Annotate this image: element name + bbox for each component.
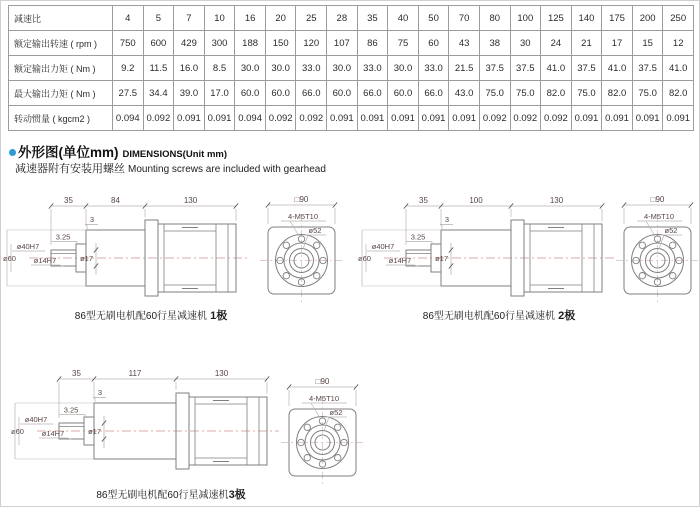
row-label: 额定输出转速 ( rpm ) xyxy=(9,31,113,56)
table-cell: 27.5 xyxy=(113,81,144,106)
table-cell: 40 xyxy=(388,6,419,31)
table-cell: 0.092 xyxy=(479,106,510,131)
mounting-hole xyxy=(670,273,676,279)
dim-step: 3.25 xyxy=(55,232,71,242)
table-cell: 43 xyxy=(449,31,480,56)
table-cell: 0.091 xyxy=(174,106,205,131)
table-cell: 30.0 xyxy=(327,56,358,81)
spec-table xyxy=(8,5,694,131)
table-cell: 0.094 xyxy=(235,106,266,131)
table-cell: 41.0 xyxy=(663,56,694,81)
table-cell: 50 xyxy=(418,6,449,31)
caption-pole: 2极 xyxy=(555,310,576,322)
drawing-caption-3pole xyxy=(71,486,271,502)
side-view-drawing-1pole xyxy=(1,193,266,323)
section-title-cn: 外形图(单位mm) xyxy=(18,145,119,160)
mounting-hole xyxy=(639,273,645,279)
row-label: 减速比 xyxy=(9,6,113,31)
table-cell: 5 xyxy=(143,6,174,31)
section-bullet-icon xyxy=(9,149,16,156)
section-title-en: DIMENSIONS(Unit mm) xyxy=(122,149,227,160)
table-cell: 28 xyxy=(327,6,358,31)
table-cell: 37.5 xyxy=(510,56,541,81)
table-cell: 15 xyxy=(632,31,663,56)
table-cell: 33.0 xyxy=(357,56,388,81)
dim-plate-thickness: 3 xyxy=(97,388,103,397)
label-mounting-screws: 4-M5T10 xyxy=(643,212,675,221)
table-cell: 9.2 xyxy=(113,56,144,81)
table-cell: 38 xyxy=(479,31,510,56)
dim-d14: ø14H7 xyxy=(388,256,412,265)
table-cell: 37.5 xyxy=(632,56,663,81)
table-cell: 0.091 xyxy=(571,106,602,131)
table-cell: 0.091 xyxy=(602,106,633,131)
table-cell: 0.092 xyxy=(265,106,296,131)
table-cell: 120 xyxy=(296,31,327,56)
table-cell: 80 xyxy=(479,6,510,31)
table-cell: 30.0 xyxy=(388,56,419,81)
table-cell: 66.0 xyxy=(418,81,449,106)
dim-d40: ø40H7 xyxy=(371,242,395,251)
table-cell: 100 xyxy=(510,6,541,31)
table-cell: 41.0 xyxy=(541,56,572,81)
dim-d17: ø17 xyxy=(435,254,448,263)
side-view-drawing-2pole xyxy=(356,193,621,323)
table-cell: 41.0 xyxy=(602,56,633,81)
dim-step: 3.25 xyxy=(63,405,79,415)
flange-view-drawing-2pole xyxy=(619,191,699,321)
table-cell: 21.5 xyxy=(449,56,480,81)
table-cell: 150 xyxy=(265,31,296,56)
table-row xyxy=(9,31,694,56)
table-cell: 37.5 xyxy=(571,56,602,81)
table-cell: 0.091 xyxy=(632,106,663,131)
table-cell: 33.0 xyxy=(418,56,449,81)
dim-motor-length: 130 xyxy=(183,196,198,205)
table-cell: 140 xyxy=(571,6,602,31)
dim-d14: ø14H7 xyxy=(41,429,65,438)
dim-motor-length: 130 xyxy=(549,196,564,205)
table-cell: 39.0 xyxy=(174,81,205,106)
table-cell: 429 xyxy=(174,31,205,56)
table-cell: 200 xyxy=(632,6,663,31)
dim-d17: ø17 xyxy=(80,254,93,263)
table-cell: 12 xyxy=(663,31,694,56)
table-cell: 75.0 xyxy=(510,81,541,106)
table-cell: 0.091 xyxy=(663,106,694,131)
table-cell: 75 xyxy=(388,31,419,56)
table-cell: 60.0 xyxy=(265,81,296,106)
table-cell: 8.5 xyxy=(204,56,235,81)
label-bolt-circle: ø52 xyxy=(308,226,322,235)
label-bolt-circle: ø52 xyxy=(664,226,678,235)
table-cell: 60.0 xyxy=(327,81,358,106)
table-cell: 24 xyxy=(541,31,572,56)
side-view-drawing-3pole xyxy=(9,366,291,496)
label-mounting-screws: 4-M5T10 xyxy=(308,394,340,403)
table-cell: 7 xyxy=(174,6,205,31)
table-cell: 75.0 xyxy=(632,81,663,106)
table-cell: 34.4 xyxy=(143,81,174,106)
table-cell: 66.0 xyxy=(357,81,388,106)
table-cell: 10 xyxy=(204,6,235,31)
section-subtitle-cn: 减速器附有安装用螺丝 xyxy=(15,163,125,175)
table-cell: 60.0 xyxy=(388,81,419,106)
table-cell: 75.0 xyxy=(479,81,510,106)
dim-d17: ø17 xyxy=(88,427,101,436)
table-cell: 60 xyxy=(418,31,449,56)
caption-text: 86型无刷电机配60行星减速机 xyxy=(74,311,208,322)
row-label: 转动惯量 ( kgcm2 ) xyxy=(9,106,113,131)
table-cell: 16.0 xyxy=(174,56,205,81)
table-cell: 16 xyxy=(235,6,266,31)
dim-d60: ø60 xyxy=(3,254,16,263)
dim-d40: ø40H7 xyxy=(24,415,48,424)
row-label: 最大输出力矩 ( Nm ) xyxy=(9,81,113,106)
table-cell: 17 xyxy=(602,31,633,56)
table-cell: 30.0 xyxy=(235,56,266,81)
leader-line xyxy=(311,403,320,418)
table-cell: 25 xyxy=(296,6,327,31)
table-cell: 33.0 xyxy=(296,56,327,81)
dim-gearbox-length: 117 xyxy=(128,369,142,378)
table-row xyxy=(9,6,694,31)
mounting-hole xyxy=(335,455,341,461)
table-cell: 37.5 xyxy=(479,56,510,81)
mounting-hole xyxy=(335,424,341,430)
dim-shaft-length: 35 xyxy=(72,369,81,378)
table-cell: 0.092 xyxy=(296,106,327,131)
table-cell: 0.091 xyxy=(327,106,358,131)
flange-view-drawing-1pole xyxy=(263,191,343,321)
table-cell: 66.0 xyxy=(296,81,327,106)
table-cell: 125 xyxy=(541,6,572,31)
drawing-caption-2pole xyxy=(404,307,594,323)
caption-text: 86型无刷电机配60行星减速机 xyxy=(96,490,229,501)
table-cell: 30.0 xyxy=(265,56,296,81)
table-cell: 0.092 xyxy=(510,106,541,131)
dim-motor-length: 130 xyxy=(214,369,229,378)
section-subtitle-en: Mounting screws are included with gearhead xyxy=(128,164,326,175)
table-cell: 4 xyxy=(113,6,144,31)
dim-plate-thickness: 3 xyxy=(444,215,450,224)
dim-shaft-length: 35 xyxy=(419,196,428,205)
table-cell: 35 xyxy=(357,6,388,31)
table-cell: 188 xyxy=(235,31,266,56)
mounting-hole xyxy=(314,273,320,279)
table-cell: 0.091 xyxy=(357,106,388,131)
dim-d40: ø40H7 xyxy=(16,242,40,251)
table-row xyxy=(9,56,694,81)
table-cell: 20 xyxy=(265,6,296,31)
mounting-hole xyxy=(670,242,676,248)
label-mounting-screws: 4-M5T10 xyxy=(287,212,319,221)
dim-shaft-length: 35 xyxy=(64,196,73,205)
leader-line xyxy=(646,221,655,236)
table-cell: 107 xyxy=(327,31,358,56)
leader-line xyxy=(290,221,299,236)
table-row xyxy=(9,106,694,131)
table-cell: 86 xyxy=(357,31,388,56)
table-cell: 82.0 xyxy=(602,81,633,106)
table-row xyxy=(9,81,694,106)
dim-gearbox-length: 84 xyxy=(111,196,120,205)
mounting-hole xyxy=(639,242,645,248)
mounting-hole xyxy=(304,424,310,430)
label-bolt-circle: ø52 xyxy=(329,408,343,417)
table-cell: 70 xyxy=(449,6,480,31)
table-cell: 0.092 xyxy=(541,106,572,131)
table-cell: 600 xyxy=(143,31,174,56)
table-cell: 60.0 xyxy=(235,81,266,106)
caption-text: 86型无刷电机配60行星减速机 xyxy=(422,311,556,322)
table-cell: 0.091 xyxy=(204,106,235,131)
dimensions-section-subtitle xyxy=(15,159,326,177)
dim-plate-thickness: 3 xyxy=(89,215,95,224)
row-label: 额定输出力矩 ( Nm ) xyxy=(9,56,113,81)
dim-square-size: □90 xyxy=(294,195,309,204)
table-cell: 750 xyxy=(113,31,144,56)
dim-gearbox-length: 100 xyxy=(469,196,483,205)
table-cell: 0.091 xyxy=(418,106,449,131)
table-cell: 11.5 xyxy=(143,56,174,81)
table-cell: 30 xyxy=(510,31,541,56)
spec-table-body xyxy=(9,6,694,131)
dim-d60: ø60 xyxy=(358,254,371,263)
dim-d60: ø60 xyxy=(11,427,24,436)
table-cell: 21 xyxy=(571,31,602,56)
dim-d14: ø14H7 xyxy=(33,256,57,265)
mounting-hole xyxy=(283,273,289,279)
mounting-hole xyxy=(304,455,310,461)
table-cell: 82.0 xyxy=(541,81,572,106)
table-cell: 43.0 xyxy=(449,81,480,106)
table-cell: 300 xyxy=(204,31,235,56)
table-cell: 0.092 xyxy=(143,106,174,131)
caption-pole: 3极 xyxy=(228,489,246,501)
mounting-hole xyxy=(314,242,320,248)
table-cell: 0.094 xyxy=(113,106,144,131)
drawing-caption-1pole xyxy=(56,307,246,323)
table-cell: 0.091 xyxy=(449,106,480,131)
table-cell: 82.0 xyxy=(663,81,694,106)
table-cell: 175 xyxy=(602,6,633,31)
mounting-hole xyxy=(283,242,289,248)
flange-view-drawing-3pole xyxy=(284,373,364,503)
dim-square-size: □90 xyxy=(315,377,330,386)
dim-step: 3.25 xyxy=(410,232,426,242)
caption-pole: 1极 xyxy=(207,310,228,322)
table-cell: 75.0 xyxy=(571,81,602,106)
table-cell: 0.091 xyxy=(388,106,419,131)
table-cell: 250 xyxy=(663,6,694,31)
dim-square-size: □90 xyxy=(650,195,665,204)
table-cell: 17.0 xyxy=(204,81,235,106)
